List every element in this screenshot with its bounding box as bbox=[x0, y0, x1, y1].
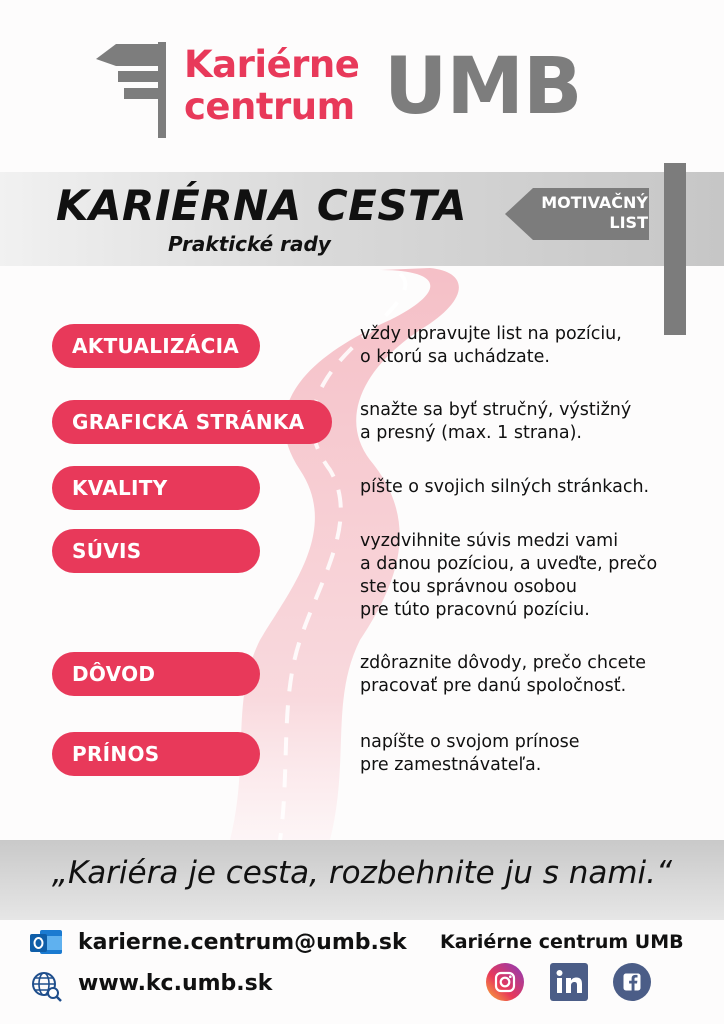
tip-text-line: o ktorú sa uchádzate. bbox=[360, 347, 550, 367]
tip-text-line: a danou pozíciou, a uveďte, prečo bbox=[360, 554, 658, 574]
logo-wordmark[interactable] bbox=[184, 44, 359, 128]
organization-name: Kariérne centrum UMB bbox=[440, 931, 684, 953]
globe-search-icon bbox=[30, 970, 62, 1002]
page-title: KARIÉRNA CESTA bbox=[56, 181, 467, 230]
tip-label-aktualizacia: AKTUALIZÁCIA bbox=[52, 324, 260, 368]
tip-text-dovod bbox=[360, 652, 646, 698]
logo-arrow-icon bbox=[96, 42, 178, 138]
website-link[interactable]: www.kc.umb.sk bbox=[78, 971, 273, 996]
tip-text-line: pracovať pre danú spoločnosť. bbox=[360, 676, 627, 696]
tip-text-line: napíšte o svojom prínose bbox=[360, 732, 580, 752]
tip-text-line: ste tou správnou osobou bbox=[360, 577, 577, 597]
signpost-label bbox=[518, 193, 648, 233]
email-link[interactable]: karierne.centrum@umb.sk bbox=[78, 930, 407, 955]
tip-text-line: pre túto pracovnú pozíciu. bbox=[360, 600, 590, 620]
tip-text-aktualizacia bbox=[360, 323, 622, 369]
tip-text-prinos bbox=[360, 731, 580, 777]
facebook-icon[interactable] bbox=[613, 963, 651, 1001]
tip-label-suvis: SÚVIS bbox=[52, 529, 260, 573]
tip-text-line: zdôraznite dôvody, prečo chcete bbox=[360, 653, 647, 673]
tip-label-dovod: DÔVOD bbox=[52, 652, 260, 696]
logo-line-2: centrum bbox=[184, 85, 355, 128]
tip-text-line: vyzdvihnite súvis medzi vami bbox=[360, 531, 619, 551]
slogan-quote: „Kariéra je cesta, rozbehnite ju s nami.“ bbox=[51, 855, 673, 891]
tip-text-line: pre zamestnávateľa. bbox=[360, 755, 542, 775]
tip-text-line: a presný (max. 1 strana). bbox=[360, 423, 582, 443]
logo-line-1: Kariérne bbox=[184, 43, 360, 86]
linkedin-icon[interactable] bbox=[550, 963, 592, 1001]
tip-text-kvality bbox=[360, 476, 649, 499]
tip-text-suvis bbox=[360, 530, 657, 622]
signpost-line-2: LIST bbox=[609, 213, 648, 232]
instagram-icon[interactable] bbox=[486, 963, 524, 1001]
tip-label-prinos: PRÍNOS bbox=[52, 732, 260, 776]
tip-label-graficka-stranka: GRAFICKÁ STRÁNKA bbox=[52, 400, 332, 444]
tip-text-graficka-stranka bbox=[360, 399, 631, 445]
tip-text-line: píšte o svojich silných stránkach. bbox=[360, 477, 650, 497]
outlook-icon bbox=[30, 928, 62, 958]
page-subtitle: Praktické rady bbox=[168, 232, 331, 256]
tip-text-line: snažte sa byť stručný, výstižný bbox=[360, 400, 632, 420]
signpost-line-1: MOTIVAČNÝ bbox=[541, 193, 648, 212]
tip-text-line: vždy upravujte list na pozíciu, bbox=[360, 324, 622, 344]
tip-label-kvality: KVALITY bbox=[52, 466, 260, 510]
logo-umb: UMB bbox=[384, 42, 582, 132]
